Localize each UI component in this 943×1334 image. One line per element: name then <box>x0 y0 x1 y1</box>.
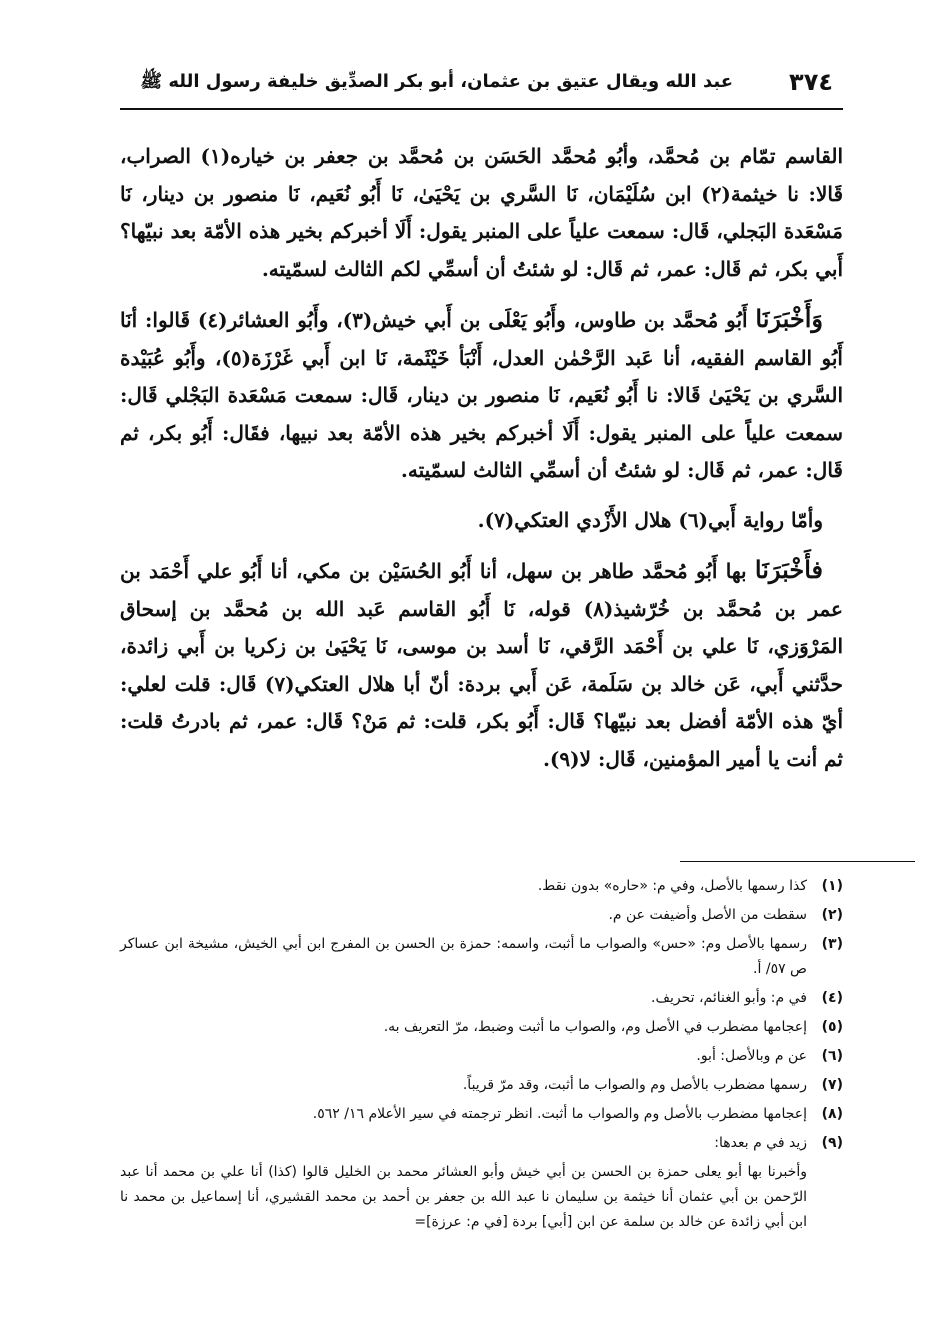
footnote-text: إعجامها مضطرب في الأصل وم، والصواب ما أثبت وضبط، مرّ التعريف به. <box>383 1019 807 1035</box>
footnote-number: (٢) <box>821 907 843 923</box>
footnote <box>120 1131 843 1156</box>
paragraph-4 <box>120 551 843 778</box>
footnote-text: رسمها مضطرب بالأصل وم والصواب ما أثبت، وقد مرّ قريباً. <box>462 1077 807 1093</box>
footnote-number: (٦) <box>821 1048 843 1064</box>
footnote <box>120 932 843 982</box>
footnote-text: زيد في م بعدها: <box>714 1135 807 1151</box>
footnote-continuation: وأخبرنا بها أبو يعلى حمزة بن الحسن بن أبي خيش وأبو العشائر محمد بن الخليل قالوا (كذا) أنا علي بن محمد أنا عبد الرّحمن بن أبي عثمان أنا خيثمة بن سليمان نا عبد الله بن جعفر بن أحمد بن محمد القشيري، أنا إسماعيل بن محمد نا ابن أبي زائدة عن خالد بن سلمة عن ابن [أبي] بردة [في م: عرزة]= <box>120 1164 807 1230</box>
footnote <box>120 903 843 928</box>
footnote <box>120 1073 843 1098</box>
footnote-number: (٧) <box>821 1077 843 1093</box>
footnote-text: رسمها بالأصل وم: «حس» والصواب ما أثبت، واسمه: حمزة بن الحسن بن المفرج ابن أبي الخيش، مشيخة ابن عساكر ص ٥٧/ أ. <box>120 936 807 977</box>
footnote-number: (٤) <box>821 990 843 1006</box>
footnote <box>120 1044 843 1069</box>
page-number: ٣٧٤ <box>789 68 833 96</box>
paragraph-3 <box>120 502 843 540</box>
footnotes <box>120 874 843 1235</box>
paragraph-lead: وَأَخْبَرَنَا <box>755 304 823 333</box>
paragraph-text: وأمّا رواية أَبي(٦) هلال الأَزْدي العتكي(٧). <box>477 507 823 532</box>
footnote-text: سقطت من الأصل وأضيفت عن م. <box>608 907 807 923</box>
paragraph-text: أَبُو مُحمَّد بن طاوس، وأَبُو يَعْلَى بن أَبي خيش(٣)، وأَبُو العشائر(٤) قَالوا: أنَا أَبُو القاسم الفقيه، أنا عَبد الرَّحْمٰن العدل، أَنْبَأ خَيْثَمة، نَا ابن أَبي غَرْزَة(٥)، وأَبُو عُبَيْدة السَّري بن يَحْيَىٰ قَالا: نا أَبُو نُعَيم، نَا منصور بن دينار، قَال: سمعت مَسْعَدة البَجْلي قَال: سمعت علياً على المنبر يقول: أَلَا أخبركم بخير هذه الأمّة بعد نبيها، فقَال: أَبُو بكر، ثم قَال: عمر، ثم قَال: لو شئتُ أن أسمِّي الثالث لسمّيته. <box>120 308 843 482</box>
footnote-separator <box>680 861 915 862</box>
footnote-number: (٨) <box>821 1106 843 1122</box>
footnote-number: (٥) <box>821 1019 843 1035</box>
footnote <box>120 1015 843 1040</box>
running-title: عبد الله ويقال عتيق بن عثمان، أبو بكر الصدِّيق خليفة رسول الله ﷺ <box>140 71 733 92</box>
footnote <box>120 874 843 899</box>
paragraph-lead: فأَخْبَرَنَا <box>754 555 823 584</box>
paragraph-1 <box>120 138 843 288</box>
footnote-number: (٣) <box>821 936 843 952</box>
footnote-number: (٩) <box>821 1135 843 1151</box>
footnote-text: إعجامها مضطرب بالأصل وم والصواب ما أثبت. انظر ترجمته في سير الأعلام ١٦/ ٥٦٢. <box>312 1106 807 1122</box>
footnote <box>120 1102 843 1127</box>
footnote-number: (١) <box>821 878 843 894</box>
footnote-text: عن م وبالأصل: أبو. <box>696 1048 807 1064</box>
main-text <box>120 138 843 790</box>
paragraph-text: بها أَبُو مُحمَّد طاهر بن سهل، أنا أَبُو الحُسَيْن بن مكي، أنا أَبُو علي أَحْمَد بن عمر بن مُحمَّد بن خُرّشيذ(٨) قوله، نَا أَبُو القاسم عَبد الله بن مُحمَّد بن إسحاق المَرْوَزي، نَا علي بن أَحْمَد الرَّقي، نَا أسد بن موسى، نَا يَحْيَىٰ بن زكريا بن أَبي زائدة، حدَّثني أَبي، عَن خالد بن سَلَمة، عَن أَبي بردة: أنّ أبا هلال العتكي(٧) قَال: قلت لعلي: أيّ هذه الأمّة أفضل بعد نبيّها؟ قَال: أَبُو بكر، قلت: ثم مَنْ؟ قَال: عمر، ثم بادرتُ قلت: ثم أنت يا أمير المؤمنين، قَال: لا(٩). <box>120 559 844 771</box>
footnote <box>120 986 843 1011</box>
running-header <box>120 62 843 110</box>
footnote-text: كذا رسمها بالأصل، وفي م: «حاره» بدون نقط. <box>537 878 807 894</box>
paragraph-2 <box>120 300 843 490</box>
paragraph-text: القاسم تمّام بن مُحمَّد، وأبُو مُحمَّد الحَسَن بن مُحمَّد بن جعفر بن خياره(١) الصراب، قَالا: نا خيثمة(٢) ابن سُلَيْمَان، نَا السَّري بن يَحْيَىٰ، نَا أَبُو نُعَيم، نَا منصور بن دينار، نَا مَسْعَدة البَجلي، قَال: سمعت علياً على المنبر يقول: أَلَا أخبركم بخير هذه الأمّة بعد نبيّها؟ أَبي بكر، ثم قَال: عمر، ثم قَال: لو شئتُ أن أسمِّي لكم الثالث لسمّيته. <box>120 144 844 281</box>
footnote-text: في م: وأبو الغنائم، تحريف. <box>651 990 807 1006</box>
